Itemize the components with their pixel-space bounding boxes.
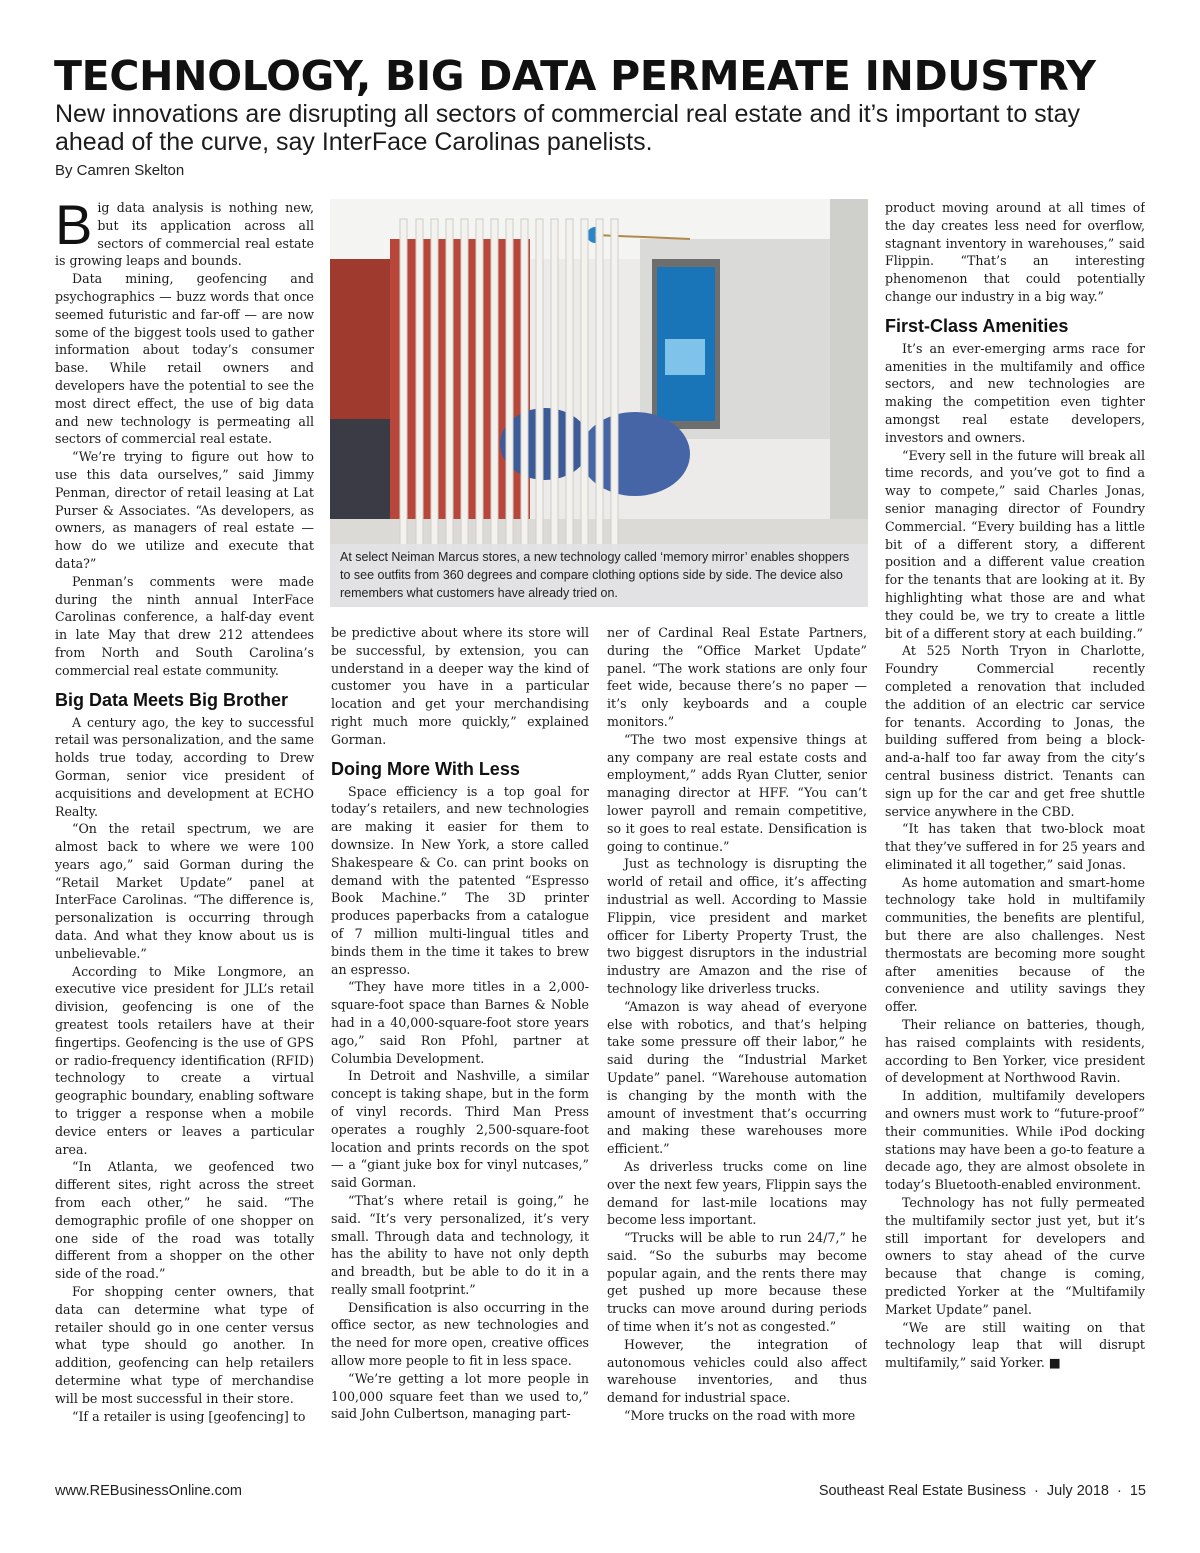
footer-website[interactable]: www.REBusinessOnline.com: [55, 1483, 242, 1499]
separator: ·: [1116, 1483, 1122, 1499]
paragraph: “More trucks on the road with more: [624, 1408, 856, 1424]
article-photo: [330, 199, 868, 607]
separator: ·: [1034, 1483, 1039, 1499]
paragraph: product moving around at all times of the day creates less need for overflow, stagnant inventory in warehouses,” said Flippin. “That’s an interesting phenomenon that could potentially change our industry in a big way.”: [885, 200, 1145, 304]
paragraph: “We’re getting a lot more people in 100,000 square feet than we used to,” said John Culbertson, managing part-: [331, 1370, 589, 1422]
paragraph: “We are still waiting on that technology leap that will disrupt multifamily,” said Yorker. ■: [885, 1319, 1145, 1371]
paragraph: However, the integration of autonomous vehicles could also affect warehouse inventories, and thus demand for industrial space.: [607, 1336, 867, 1406]
article-column-3: [607, 624, 867, 1479]
paragraph: “They have more titles in a 2,000-square-foot space than Barnes & Noble had in a 40,000-square-foot store years ago,” said Ron Pfohl, partner at Columbia Development.: [331, 979, 589, 1066]
paragraph: “In Atlanta, we geofenced two different sites, right across the street from each other,” he said. “The demographic profile of one shopper on one side of the road was totally different from a shopper on the other side of the road.”: [55, 1159, 314, 1282]
paragraph: “The two most expensive things at any company are real estate costs and employment,” adds Ryan Clutter, senior managing director at HFF. “You can’t lower payroll and remain competitive, so it goes to real estate. Densification is going to continue.”: [607, 731, 867, 854]
paragraph: Their reliance on batteries, though, has raised complaints with residents, according to Ben Yorker, vice president of development at Northwood Ravin.: [885, 1017, 1145, 1086]
deck-subheadline: New innovations are disrupting all sectors of commercial real estate and it’s important to stay ahead of the curve, say InterFace Carolinas panelists.: [55, 100, 1081, 156]
paragraph: “Every sell in the future will break all time records, and you’ve got to find a way to compete,” said Charles Jonas, senior managing director of Foundry Commercial. “Every building has a little bit of a different story, a different position and a different value creation for the tenants that are looking at it. By highlighting what those are and what they could be, we try to create a little bit of a different story at each building.”: [885, 447, 1145, 641]
page-number: 15: [1129, 1483, 1146, 1499]
paragraph: “On the retail spectrum, we are almost back to where we were 100 years ago,” said Gorman during the “Retail Market Update” panel at InterFace Carolinas. “The difference is, personalization is occurring through data. And what they know about us is unbelievable.”: [55, 821, 314, 961]
drop-cap: B: [55, 199, 93, 256]
paragraph: “That’s where retail is going,” he said. “It’s very personalized, it’s very small. Through data and technology, it has the ability to have not only depth and breadth, but be able to do it in a really small footprint.”: [331, 1192, 589, 1297]
paragraph: “It has taken that two-block moat that they’ve suffered in for 25 years and eliminated it all together,” said Jonas.: [885, 821, 1145, 872]
paragraph: Just as technology is disrupting the world of retail and office, it’s affecting industrial as well. According to Massie Flippin, vice president and market officer for Liberty Property Trust, the two biggest disruptors in the industrial industry are Amazon and the rise of technology like driverless trucks.: [607, 856, 867, 996]
paragraph: As driverless trucks come on line over the next few years, Flippin says the demand for last-mile locations may become less important.: [607, 1158, 867, 1228]
paragraph: For shopping center owners, that data can determine what type of retailer should go in one center versus what type should go another. In addition, geofencing can help retailers determine what type of merchandise will be most successful in their store.: [55, 1284, 314, 1406]
paragraph: “Amazon is way ahead of everyone else with robotics, and that’s helping take some pressure off their labor,” he said during the “Industrial Market Update” panel. “Warehouse automation is changing by the month with the amount of investment that’s occurring and making these warehouses more efficient.”: [607, 998, 867, 1157]
paragraph: Big data analysis is nothing new, but its application across all sectors of commercial real estate is growing leaps and bounds.: [55, 199, 314, 269]
photo-caption: At select Neiman Marcus stores, a new technology called ‘memory mirror’ enables shoppers to see outfits from 360 degrees and compare clothing options side by side. The device also remembers what customers have already tried on.: [330, 544, 868, 607]
paragraph: Densification is also occurring in the office sector, as new technologies and the need for more open, creative offices allow more people to fit in less space.: [331, 1299, 589, 1369]
publication-name: Southeast Real Estate Business: [818, 1483, 1026, 1499]
paragraph: Penman’s comments were made during the ninth annual InterFace Carolinas conference, a half-day event in late May that drew 212 attendees from North and South Carolina’s commercial real estate community.: [55, 573, 314, 678]
footer-publication-info: [815, 1483, 1146, 1499]
paragraph: At 525 North Tryon in Charlotte, Foundry Commercial recently completed a renovation that included the addition of an electric car service for tenants. According to Jonas, the building suffered from being a block-and-a-half too far away from the city’s central business district. Tenants can sign up for the car and get free shuttle service anywhere in the CBD.: [885, 643, 1145, 819]
paragraph: In Detroit and Nashville, a similar concept is taking shape, but in the form of vinyl records. Third Man Press operates a roughly 2,500-square-foot location and prints records on the spot — a “giant juke box for vinyl nutcases,” said Gorman.: [331, 1068, 589, 1191]
issue-date: July 2018: [1046, 1483, 1109, 1499]
paragraph: A century ago, the key to successful retail was personalization, and the same holds true today, according to Drew Gorman, senior vice president of acquisitions and development at ECHO Realty.: [55, 714, 314, 819]
paragraph: “We’re trying to figure out how to use this data ourselves,” said Jimmy Penman, director of retail leasing at Lat Purser & Associates. “As developers, as owners, as managers of real estate — how do we utilize and execute that data?”: [55, 449, 314, 571]
paragraph: Technology has not fully permeated the multifamily sector just yet, but it’s still important for developers and owners to stay ahead of the curve because that change is coming, predicted Yorker at the “Multifamily Market Update” panel.: [885, 1195, 1145, 1317]
paragraph: Data mining, geofencing and psychographics — buzz words that once seemed futuristic and far-off — are now some of the biggest tools used to gather information about today’s consumer base. While retail owners and developers have the potential to see the most direct effect, the use of big data and new technology is permeating all sectors of commercial real estate.: [55, 271, 314, 447]
headline: TECHNOLOGY, BIG DATA PERMEATE INDUSTRY: [54, 52, 1096, 100]
section-heading: Doing More With Less: [331, 758, 520, 779]
paragraph: As home automation and smart-home technology take hold in multifamily communities, the benefits are plentiful, but there are also challenges. Nest thermostats are becoming more sought after amenities because of the convenience and utility savings they offer.: [885, 874, 1145, 1015]
paragraph: ner of Cardinal Real Estate Partners, during the “Office Market Update” panel. “The work stations are only four feet wide, because there’s no paper — it’s only keyboards and a couple monitors.”: [607, 625, 867, 729]
section-heading: Big Data Meets Big Brother: [55, 689, 289, 710]
paragraph: According to Mike Longmore, an executive vice president for JLL’s retail division, geofencing is one of the greatest tools retailers have at their fingertips. Geofencing is the use of GPS or radio-frequency identification (RFID) technology to create a virtual geographic boundary, enabling software to trigger a response when a mobile device enters or leaves a particular area.: [55, 963, 314, 1157]
article-column-2: [331, 624, 589, 1479]
byline: By Camren Skelton: [55, 162, 185, 179]
paragraph: “If a retailer is using [geofencing] to: [72, 1408, 306, 1424]
article-column-4: [885, 199, 1145, 1479]
paragraph: “Trucks will be able to run 24/7,” he said. “So the suburbs may become popular again, and the rents there may get pushed up more because these trucks can move around during periods of time when it’s not as congested.”: [607, 1230, 867, 1335]
paragraph: It’s an ever-emerging arms race for amenities in the multifamily and office sectors, and new technologies are making the competition even tighter amongst real estate developers, investors and owners.: [885, 340, 1145, 445]
paragraph: Space efficiency is a top goal for today’s retailers, and new technologies are making it easier for them to downsize. In New York, a store called Shakespeare & Co. can print books on demand with the patented “Espresso Book Machine.” The 3D printer produces paperbacks from a catalogue of 7 million multi-lingual titles and binds them in the time it takes to brew an espresso.: [331, 783, 589, 977]
paragraph: In addition, multifamily developers and owners must work to “future-proof” their communities. While iPod docking stations may have been a go-to feature a decade ago, they are almost obsolete in today’s Bluetooth-enabled environment.: [885, 1088, 1145, 1193]
article-column-1: [55, 199, 314, 1479]
paragraph: be predictive about where its store will be successful, by extension, you can understand in a deeper way the kind of customer you have in a particular location and get your merchandising right much more quickly,” explained Gorman.: [331, 625, 589, 747]
section-heading: First-Class Amenities: [885, 315, 1069, 336]
